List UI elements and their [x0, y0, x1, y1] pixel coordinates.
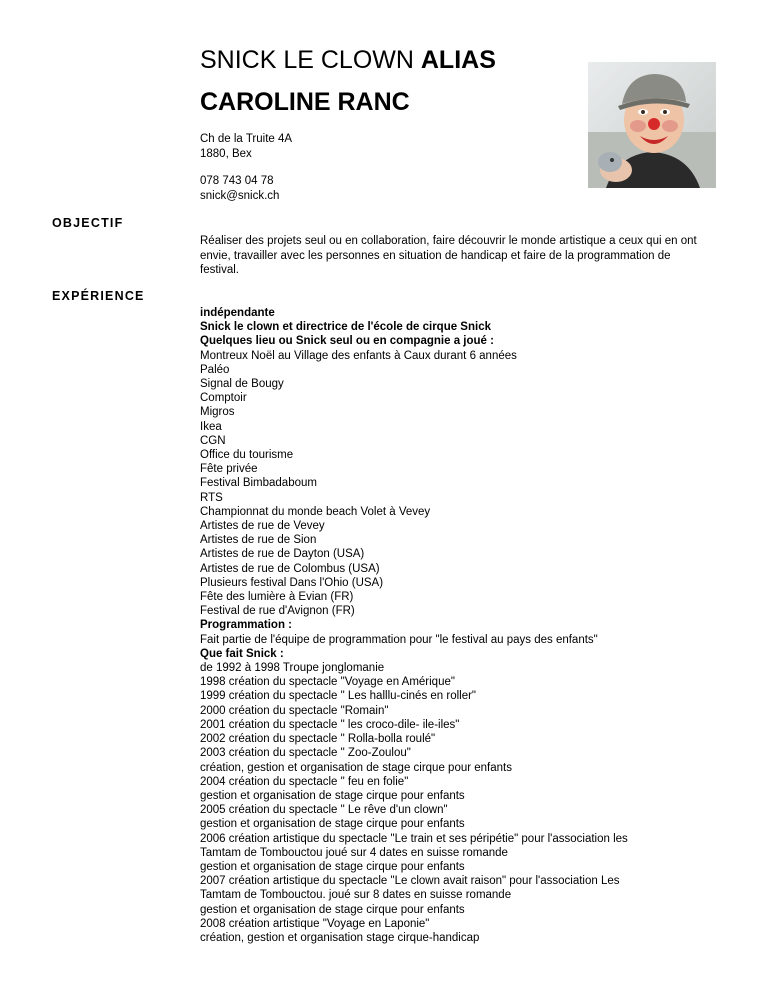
experience-line: création, gestion et organisation stage cirque-handicap	[200, 931, 480, 944]
experience-heading: EXPÉRIENCE	[52, 289, 145, 303]
experience-line: création, gestion et organisation de stage cirque pour enfants	[200, 761, 512, 774]
experience-line: Ikea	[200, 420, 222, 433]
experience-line: Tamtam de Tombouctou. joué sur 8 dates en suisse romande	[200, 889, 512, 902]
experience-line: Office du tourisme	[200, 449, 294, 462]
experience-line: Signal de Bougy	[200, 378, 284, 391]
experience-line: 2007 création artistique du spectacle "Le clown avait raison" pour l'association Les	[200, 875, 620, 888]
experience-line: Plusieurs festival Dans l'Ohio (USA)	[200, 576, 384, 589]
experience-line: Festival de rue d'Avignon (FR)	[200, 605, 355, 618]
profile-photo	[588, 62, 716, 188]
experience-line: Que fait Snick :	[200, 647, 284, 660]
experience-line: gestion et organisation de stage cirque pour enfants	[200, 860, 465, 873]
experience-line: Migros	[200, 406, 235, 419]
experience-line: Championnat du monde beach Volet à Vevey	[200, 505, 431, 518]
experience-line: 1998 création du spectacle "Voyage en Amérique"	[200, 676, 455, 689]
experience-line: de 1992 à 1998 Troupe jonglomanie	[200, 662, 385, 675]
objective-heading: OBJECTIF	[52, 216, 124, 230]
contact-email: snick@snick.ch	[200, 189, 280, 202]
experience-line: Tamtam de Tombouctou joué sur 4 dates en suisse romande	[200, 846, 508, 859]
experience-line: Comptoir	[200, 392, 247, 405]
experience-line: 2003 création du spectacle " Zoo-Zoulou"	[200, 747, 411, 760]
contact-city: 1880, Bex	[200, 147, 252, 160]
experience-line: Paléo	[200, 363, 230, 376]
experience-line: indépendante	[200, 307, 275, 319]
experience-line: Montreux Noël au Village des enfants à Caux durant 6 années	[200, 349, 517, 362]
experience-line: Fête privée	[200, 463, 258, 476]
experience-line: Artistes de rue de Dayton (USA)	[200, 548, 365, 561]
experience-line: Artistes de rue de Vevey	[200, 520, 325, 533]
experience-line: 2004 création du spectacle " feu en folie"	[200, 775, 409, 788]
name-bold: ALIAS	[420, 46, 496, 74]
experience-line: Artistes de rue de Sion	[200, 534, 317, 547]
experience-line: Festival Bimbadaboum	[200, 477, 317, 490]
experience-line: RTS	[200, 491, 223, 504]
experience-line: gestion et organisation de stage cirque pour enfants	[200, 789, 465, 802]
experience-line: CGN	[200, 434, 226, 447]
name-line-1	[200, 44, 496, 76]
experience-line: 2000 création du spectacle "Romain"	[200, 704, 389, 717]
experience-line: gestion et organisation de stage cirque pour enfants	[200, 818, 465, 831]
contact-phone: 078 743 04 78	[200, 175, 274, 187]
name-regular: SNICK LE CLOWN	[200, 46, 421, 74]
experience-line: 2002 création du spectacle " Rolla-bolla roulé"	[200, 733, 436, 746]
experience-line: gestion et organisation de stage cirque pour enfants	[200, 903, 465, 916]
experience-line: 1999 création du spectacle " Les halllu-cinés en roller"	[200, 690, 477, 703]
contact-street: Ch de la Truite 4A	[200, 133, 293, 145]
experience-line: Programmation :	[200, 619, 293, 632]
experience-line: 2005 création du spectacle " Le rêve d'un clown"	[200, 804, 448, 817]
experience-line: Snick le clown et directrice de l'école de cirque Snick	[200, 321, 491, 334]
objective-text: Réaliser des projets seul ou en collaboration, faire découvrir le monde artistique a ceux qui en ont envie, travailler avec les personnes en situation de handicap et faire de la programmation de festival.	[200, 235, 697, 276]
experience-line: 2001 création du spectacle " les croco-dile- ile-iles"	[200, 718, 460, 731]
experience-list	[200, 306, 720, 945]
experience-line: Fait partie de l'équipe de programmation pour "le festival au pays des enfants"	[200, 633, 598, 646]
experience-line: Artistes de rue de Colombus (USA)	[200, 562, 380, 575]
name-line-2: CAROLINE RANC	[200, 88, 410, 116]
experience-line: Quelques lieu ou Snick seul ou en compagnie a joué :	[200, 335, 494, 348]
experience-line: 2008 création artistique "Voyage en Laponie"	[200, 917, 430, 930]
experience-line: 2006 création artistique du spectacle "Le train et ses péripétie" pour l'association les	[200, 832, 628, 845]
contact-block	[200, 132, 292, 203]
experience-line: Fête des lumière à Evian (FR)	[200, 591, 354, 604]
